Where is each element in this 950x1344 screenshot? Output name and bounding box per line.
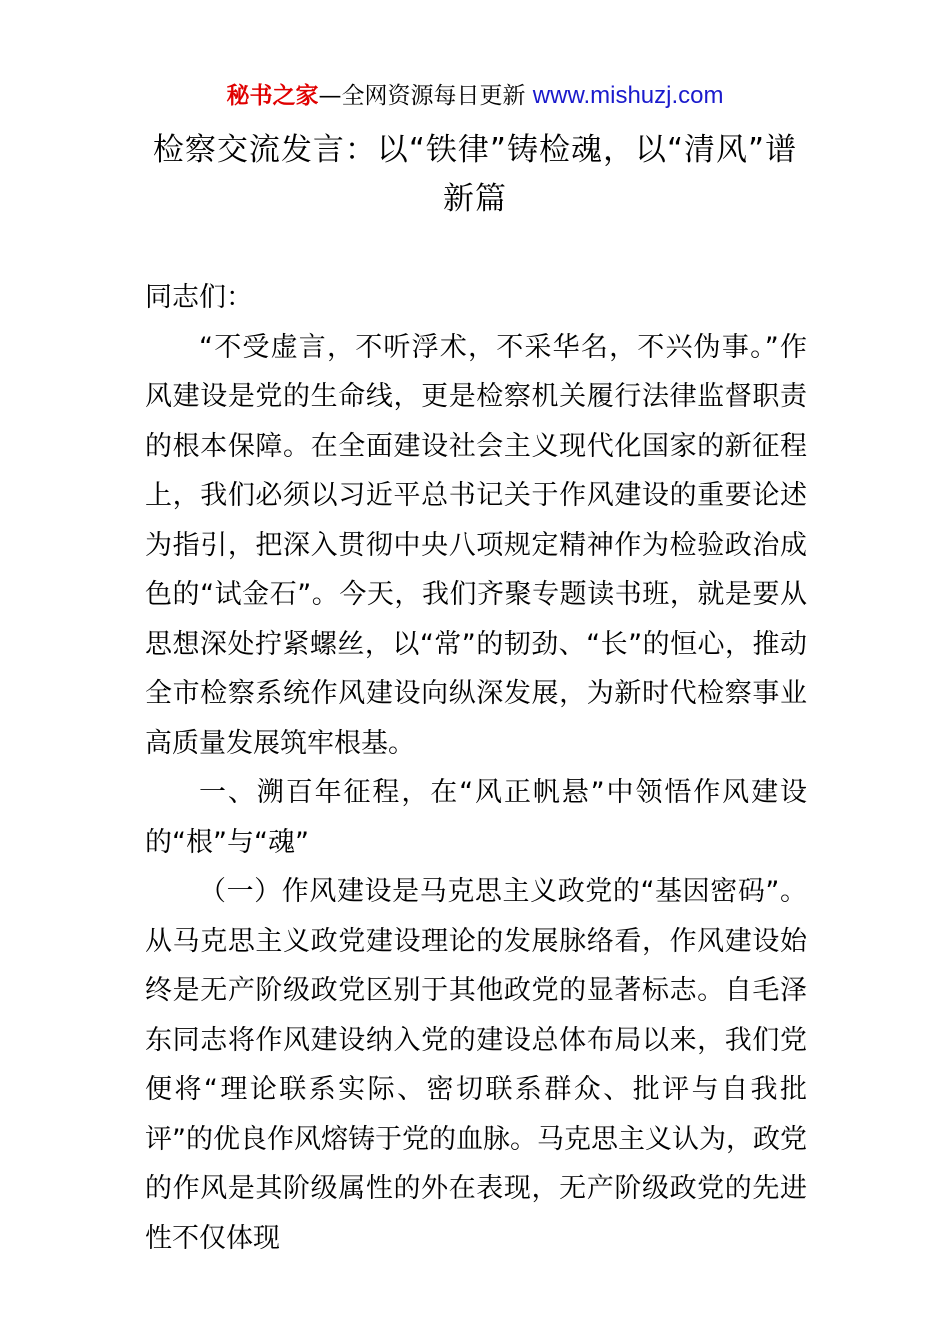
section-heading-1: 一、溯百年征程，在“风正帆悬”中领悟作风建设的“根”与“魂”	[145, 777, 807, 858]
header-tagline: —全网资源每日更新	[318, 83, 533, 109]
site-header	[0, 80, 950, 112]
document-body	[145, 273, 807, 1263]
paragraph-intro: “不受虚言，不听浮术，不采华名，不兴伪事。”作风建设是党的生命线，更是检察机关履行法律监督职责的根本保障。在全面建设社会主义现代化国家的新征程上，我们必须以习近平总书记关于作风建设的重要论述为指引，把深入贯彻中央八项规定精神作为检验政治成色的“试金石”。今天，我们齐聚专题读书班，就是要从思想深处拧紧螺丝，以“常”的韧劲、“长”的恒心，推动全市检察系统作风建设向纵深发展，为新时代检察事业高质量发展筑牢根基。	[145, 331, 807, 759]
paragraph-subsection-1: （一）作风建设是马克思主义政党的“基因密码”。从马克思主义政党建设理论的发展脉络看，作风建设始终是无产阶级政党区别于其他政党的显著标志。自毛泽东同志将作风建设纳入党的建设总体布局以来，我们党便将“理论联系实际、密切联系群众、批评与自我批评”的优良作风熔铸于党的血脉。马克思主义认为，政党的作风是其阶级属性的外在表现，无产阶级政党的先进性不仅体现	[145, 876, 807, 1254]
site-url-link[interactable]: www.mishuzj.com	[532, 82, 724, 109]
document-title: 检察交流发言：以“铁律”铸检魂，以“清风”谱新篇	[152, 132, 798, 217]
salutation: 同志们：	[145, 282, 253, 313]
brand-name: 秘书之家	[226, 83, 319, 109]
